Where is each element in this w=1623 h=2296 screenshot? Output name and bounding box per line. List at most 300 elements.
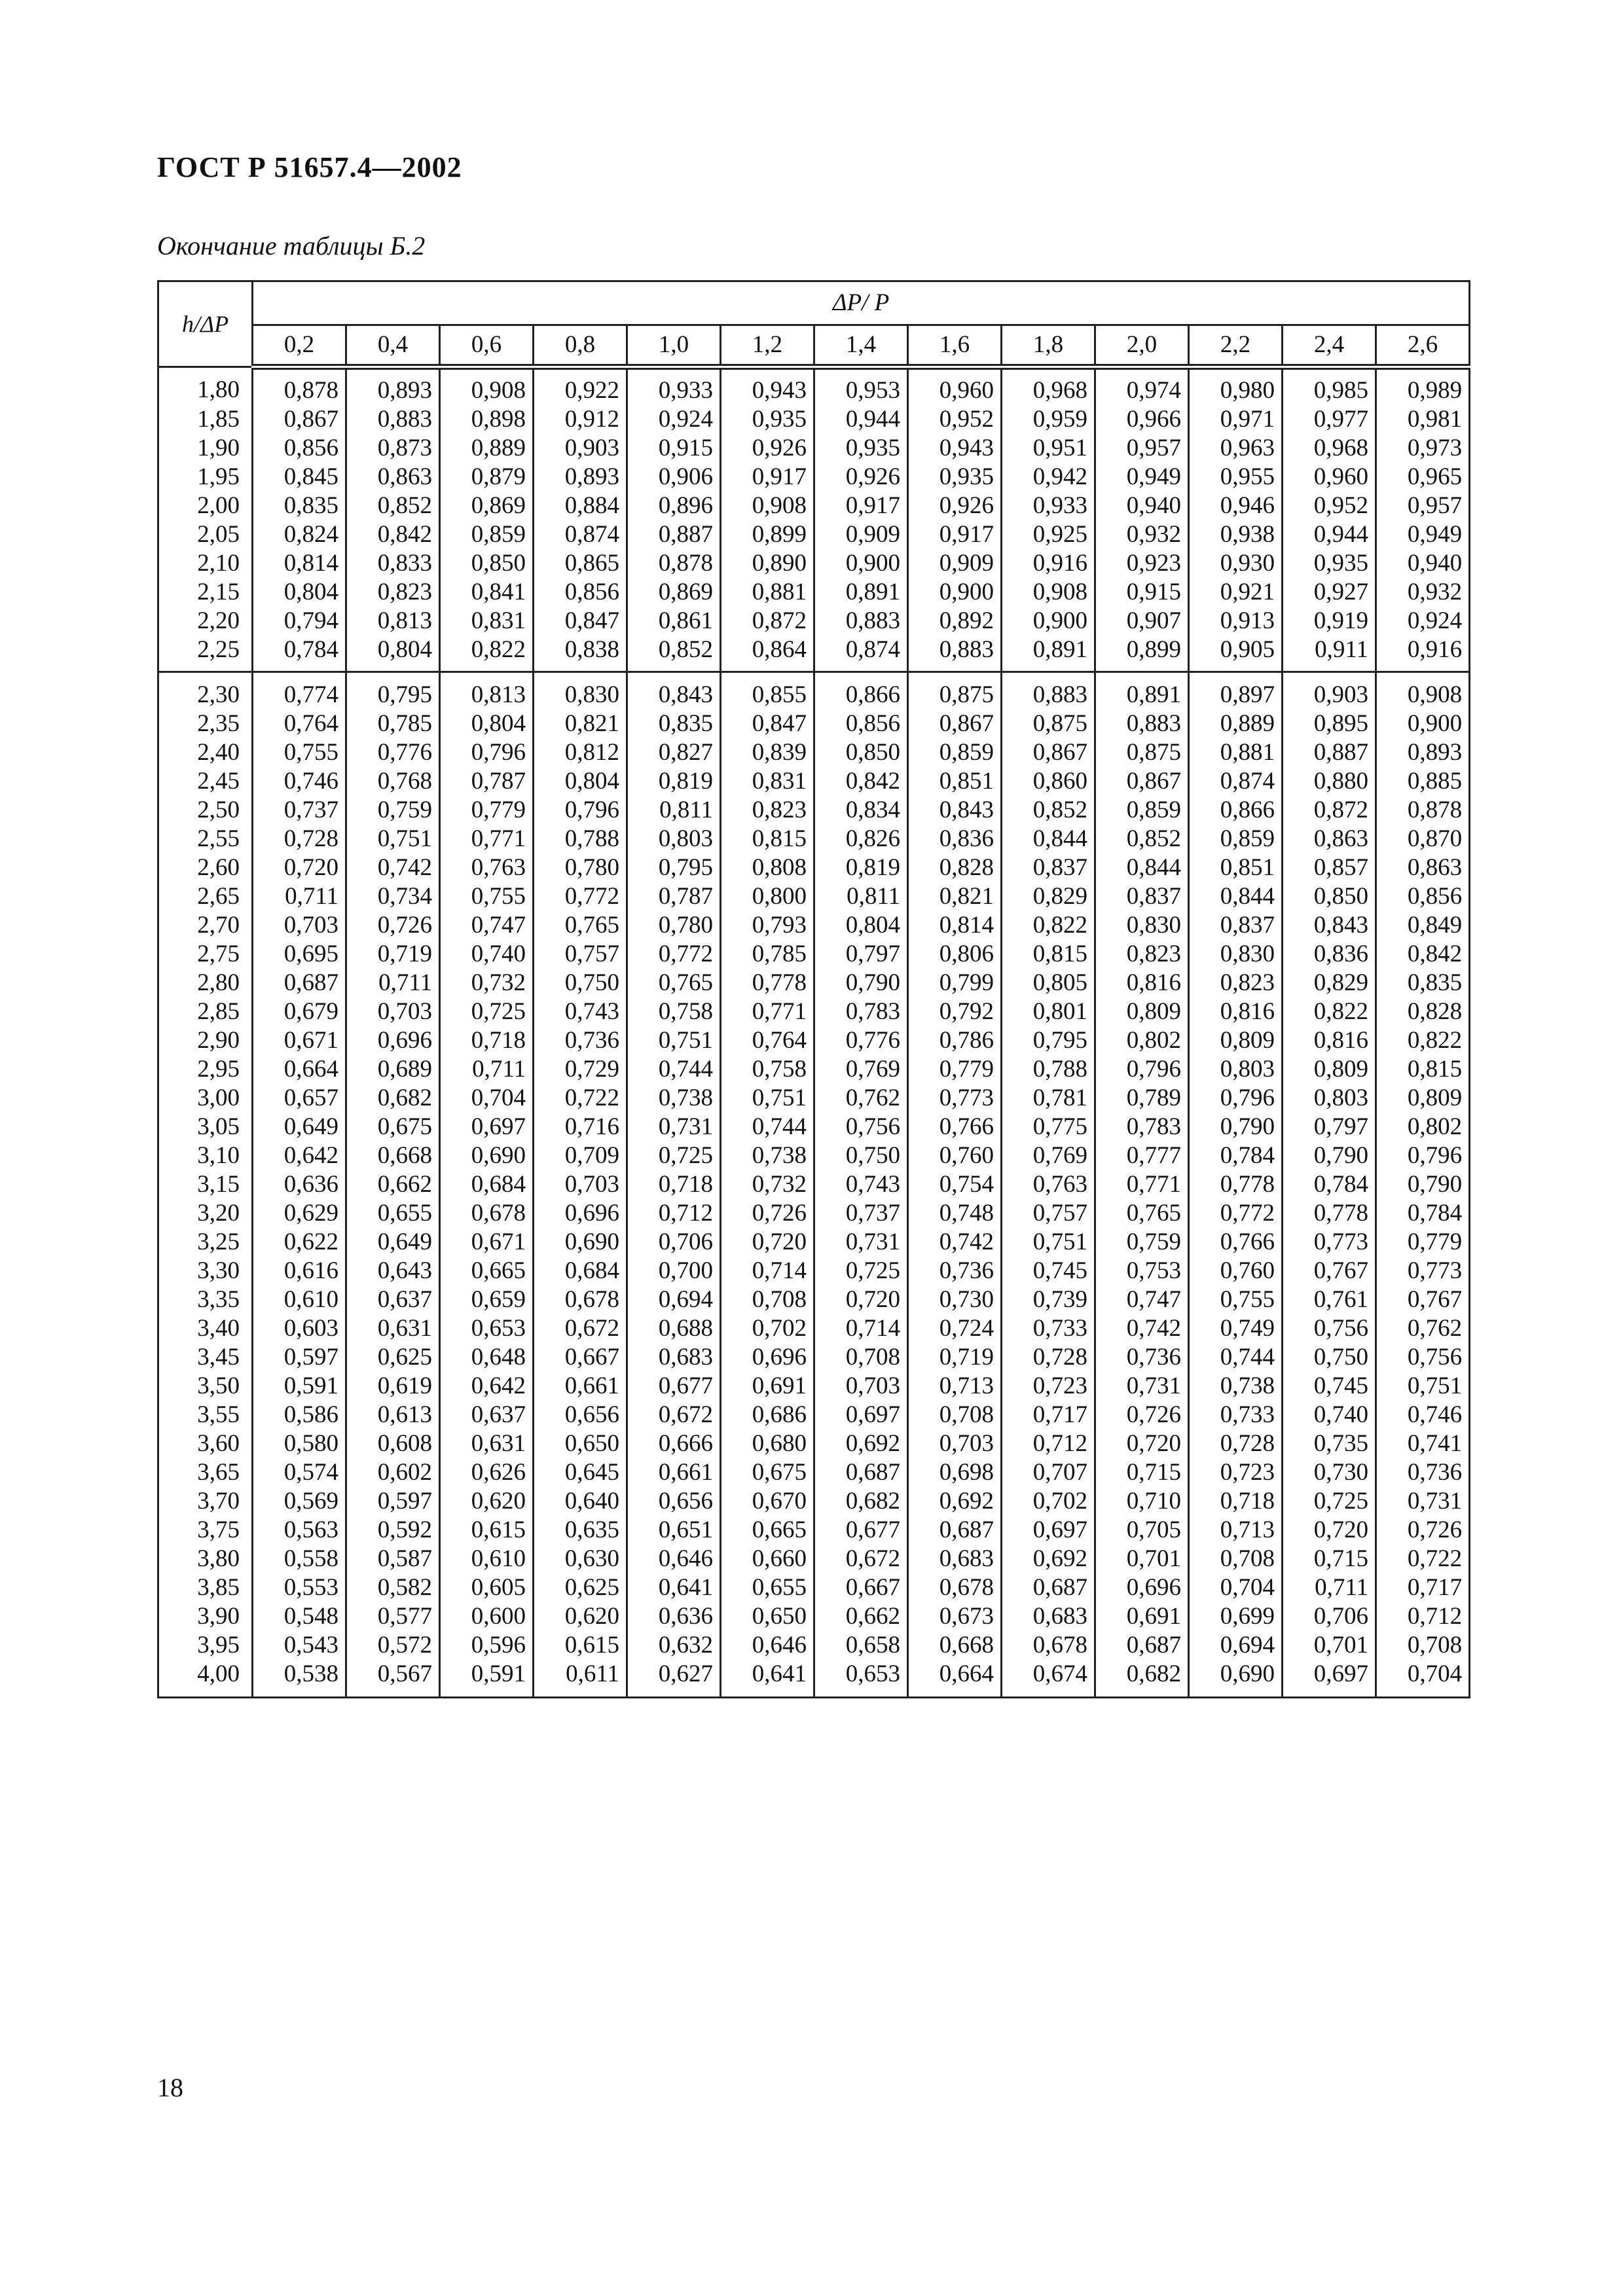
table-cell: 0,744 [1189, 1343, 1283, 1372]
table-cell: 0,802 [1095, 1026, 1189, 1055]
table-cell: 0,823 [1095, 940, 1189, 969]
table-cell: 0,828 [1376, 997, 1470, 1026]
table-row [158, 1199, 1470, 1228]
table-cell: 0,625 [346, 1343, 440, 1372]
table-cell: 0,802 [1376, 1113, 1470, 1141]
table-cell: 0,867 [1002, 738, 1095, 767]
table-row [158, 853, 1470, 882]
table-cell: 0,718 [627, 1170, 721, 1199]
table-cell: 0,813 [440, 672, 534, 710]
table-row [158, 1084, 1470, 1113]
table-cell: 0,793 [721, 911, 814, 940]
table-cell: 0,847 [721, 709, 814, 738]
table-cell: 0,774 [253, 672, 346, 710]
table-cell: 0,796 [1095, 1055, 1189, 1084]
table-cell: 0,646 [721, 1631, 814, 1660]
table-cell: 0,629 [253, 1199, 346, 1228]
table-cell: 0,704 [1376, 1660, 1470, 1698]
row-label-cell: 2,75 [158, 940, 253, 969]
table-cell: 0,687 [253, 969, 346, 997]
table-cell: 0,720 [1283, 1516, 1376, 1545]
table-cell: 0,822 [1002, 911, 1095, 940]
table-cell: 0,780 [627, 911, 721, 940]
table-cell: 0,755 [1189, 1285, 1283, 1314]
table-cell: 0,758 [627, 997, 721, 1026]
table-row [158, 1458, 1470, 1487]
table-cell: 0,762 [814, 1084, 908, 1113]
table-cell: 0,763 [440, 853, 534, 882]
table-cell: 0,608 [346, 1429, 440, 1458]
document-header: ГОСТ Р 51657.4—2002 [157, 151, 462, 183]
table-cell: 0,720 [814, 1285, 908, 1314]
table-cell: 0,684 [534, 1257, 627, 1285]
table-cell: 0,957 [1376, 492, 1470, 520]
table-cell: 0,867 [908, 709, 1002, 738]
table-cell: 0,736 [534, 1026, 627, 1055]
column-header: 2,0 [1095, 325, 1189, 367]
table-cell: 0,828 [908, 853, 1002, 882]
table-row [158, 1516, 1470, 1545]
table-cell: 0,803 [1189, 1055, 1283, 1084]
table-cell: 0,582 [346, 1573, 440, 1602]
table-cell: 0,712 [1002, 1429, 1095, 1458]
table-body-block-2 [158, 672, 1470, 1698]
table-cell: 0,908 [440, 367, 534, 406]
table-row [158, 492, 1470, 520]
table-head-row-group [158, 281, 1470, 325]
table-cell: 0,632 [627, 1631, 721, 1660]
row-label-cell: 2,10 [158, 549, 253, 578]
table-cell: 0,804 [814, 911, 908, 940]
table-cell: 0,835 [253, 492, 346, 520]
table-cell: 0,831 [721, 767, 814, 796]
row-label-cell: 2,05 [158, 520, 253, 549]
table-row [158, 1545, 1470, 1573]
table-cell: 0,611 [534, 1660, 627, 1698]
table-cell: 0,989 [1376, 367, 1470, 406]
table-cell: 0,915 [627, 434, 721, 463]
table-cell: 0,756 [1283, 1314, 1376, 1343]
table-cell: 0,742 [1095, 1314, 1189, 1343]
table-cell: 0,758 [721, 1055, 814, 1084]
table-cell: 0,845 [253, 463, 346, 492]
table-cell: 0,731 [1376, 1487, 1470, 1516]
table-cell: 0,913 [1189, 607, 1283, 636]
table-cell: 0,794 [253, 607, 346, 636]
table-cell: 0,690 [440, 1141, 534, 1170]
data-table-container [157, 280, 1469, 1698]
table-cell: 0,829 [1283, 969, 1376, 997]
table-cell: 0,864 [721, 636, 814, 672]
table-cell: 0,883 [814, 607, 908, 636]
table-cell: 0,891 [1095, 672, 1189, 710]
table-cell: 0,692 [814, 1429, 908, 1458]
table-cell: 0,872 [721, 607, 814, 636]
table-row [158, 463, 1470, 492]
table-cell: 0,677 [627, 1372, 721, 1401]
table-cell: 0,786 [908, 1026, 1002, 1055]
table-cell: 0,726 [346, 911, 440, 940]
table-cell: 0,745 [1283, 1372, 1376, 1401]
column-header: 1,8 [1002, 325, 1095, 367]
table-cell: 0,732 [721, 1170, 814, 1199]
table-cell: 0,691 [1095, 1602, 1189, 1631]
table-cell: 0,748 [908, 1199, 1002, 1228]
table-cell: 0,682 [814, 1487, 908, 1516]
table-cell: 0,702 [721, 1314, 814, 1343]
table-cell: 0,771 [440, 825, 534, 853]
table-row [158, 1429, 1470, 1458]
table-cell: 0,697 [440, 1113, 534, 1141]
table-cell: 0,866 [814, 672, 908, 710]
table-cell: 0,750 [534, 969, 627, 997]
table-cell: 0,734 [346, 882, 440, 911]
table-cell: 0,900 [908, 578, 1002, 607]
row-label-cell: 2,35 [158, 709, 253, 738]
table-cell: 0,640 [534, 1487, 627, 1516]
table-cell: 0,769 [814, 1055, 908, 1084]
row-label-cell: 3,00 [158, 1084, 253, 1113]
table-row [158, 405, 1470, 434]
table-cell: 0,940 [1376, 549, 1470, 578]
table-head-row-columns [158, 325, 1470, 367]
table-row [158, 549, 1470, 578]
table-cell: 0,625 [534, 1573, 627, 1602]
column-header: 1,4 [814, 325, 908, 367]
table-cell: 0,788 [534, 825, 627, 853]
table-cell: 0,795 [346, 672, 440, 710]
table-cell: 0,796 [1189, 1084, 1283, 1113]
table-cell: 0,883 [1002, 672, 1095, 710]
table-cell: 0,811 [814, 882, 908, 911]
table-cell: 0,900 [1002, 607, 1095, 636]
table-cell: 0,771 [1095, 1170, 1189, 1199]
table-cell: 0,538 [253, 1660, 346, 1698]
table-cell: 0,809 [1095, 997, 1189, 1026]
table-cell: 0,718 [440, 1026, 534, 1055]
table-cell: 0,803 [627, 825, 721, 853]
table-cell: 0,720 [253, 853, 346, 882]
table-cell: 0,641 [721, 1660, 814, 1698]
table-cell: 0,602 [346, 1458, 440, 1487]
table-cell: 0,916 [1002, 549, 1095, 578]
table-cell: 0,704 [440, 1084, 534, 1113]
table-cell: 0,591 [440, 1660, 534, 1698]
table-cell: 0,719 [346, 940, 440, 969]
table-cell: 0,932 [1095, 520, 1189, 549]
table-cell: 0,944 [1283, 520, 1376, 549]
row-label-cell: 2,90 [158, 1026, 253, 1055]
table-cell: 0,851 [1189, 853, 1283, 882]
table-cell: 0,708 [814, 1343, 908, 1372]
table-row [158, 1314, 1470, 1343]
table-row [158, 969, 1470, 997]
table-body-block-1 [158, 367, 1470, 672]
table-cell: 0,665 [440, 1257, 534, 1285]
table-cell: 0,725 [814, 1257, 908, 1285]
table-cell: 0,772 [534, 882, 627, 911]
table-cell: 0,630 [534, 1545, 627, 1573]
table-cell: 0,856 [534, 578, 627, 607]
table-cell: 0,834 [814, 796, 908, 825]
column-header: 0,6 [440, 325, 534, 367]
table-cell: 0,558 [253, 1545, 346, 1573]
table-cell: 0,675 [721, 1458, 814, 1487]
table-cell: 0,636 [627, 1602, 721, 1631]
table-cell: 0,600 [440, 1602, 534, 1631]
table-cell: 0,926 [814, 463, 908, 492]
table-cell: 0,678 [908, 1573, 1002, 1602]
table-cell: 0,859 [1095, 796, 1189, 825]
table-cell: 0,869 [627, 578, 721, 607]
table-cell: 0,872 [1283, 796, 1376, 825]
table-cell: 0,968 [1283, 434, 1376, 463]
table-cell: 0,809 [1376, 1084, 1470, 1113]
table-cell: 0,665 [721, 1516, 814, 1545]
row-label-cell: 2,70 [158, 911, 253, 940]
table-cell: 0,843 [627, 672, 721, 710]
table-cell: 0,935 [814, 434, 908, 463]
table-cell: 0,935 [1283, 549, 1376, 578]
table-cell: 0,766 [908, 1113, 1002, 1141]
column-header: 1,2 [721, 325, 814, 367]
table-cell: 0,717 [1376, 1573, 1470, 1602]
table-cell: 0,856 [1376, 882, 1470, 911]
table-cell: 0,891 [1002, 636, 1095, 672]
row-label-cell: 3,60 [158, 1429, 253, 1458]
table-cell: 0,695 [253, 940, 346, 969]
table-cell: 0,736 [908, 1257, 1002, 1285]
table-cell: 0,643 [346, 1257, 440, 1285]
row-label-cell: 1,80 [158, 367, 253, 406]
table-cell: 0,924 [627, 405, 721, 434]
table-cell: 0,826 [814, 825, 908, 853]
table-cell: 0,839 [721, 738, 814, 767]
table-row [158, 825, 1470, 853]
row-label-cell: 2,45 [158, 767, 253, 796]
table-cell: 0,667 [534, 1343, 627, 1372]
table-cell: 0,670 [721, 1487, 814, 1516]
table-cell: 0,653 [814, 1660, 908, 1698]
table-cell: 0,615 [534, 1631, 627, 1660]
table-cell: 0,613 [346, 1401, 440, 1429]
table-cell: 0,762 [1376, 1314, 1470, 1343]
table-cell: 0,867 [1095, 767, 1189, 796]
table-cell: 0,658 [814, 1631, 908, 1660]
table-cell: 0,785 [721, 940, 814, 969]
column-header: 1,6 [908, 325, 1002, 367]
table-cell: 0,963 [1189, 434, 1283, 463]
table-cell: 0,816 [1095, 969, 1189, 997]
table-cell: 0,764 [253, 709, 346, 738]
row-label-cell: 3,80 [158, 1545, 253, 1573]
table-cell: 0,784 [1376, 1199, 1470, 1228]
table-cell: 0,711 [1283, 1573, 1376, 1602]
table-cell: 0,620 [534, 1602, 627, 1631]
table-cell: 0,700 [627, 1257, 721, 1285]
row-label-cell: 2,85 [158, 997, 253, 1026]
table-cell: 0,642 [253, 1141, 346, 1170]
table-cell: 0,743 [814, 1170, 908, 1199]
table-cell: 0,878 [253, 367, 346, 406]
table-cell: 0,924 [1376, 607, 1470, 636]
table-cell: 0,763 [1002, 1170, 1095, 1199]
table-cell: 0,909 [814, 520, 908, 549]
table-cell: 0,823 [721, 796, 814, 825]
table-cell: 0,777 [1095, 1141, 1189, 1170]
table-cell: 0,898 [440, 405, 534, 434]
table-cell: 0,925 [1002, 520, 1095, 549]
table-cell: 0,900 [814, 549, 908, 578]
table-cell: 0,944 [814, 405, 908, 434]
table-cell: 0,849 [1376, 911, 1470, 940]
table-cell: 0,713 [1189, 1516, 1283, 1545]
table-cell: 0,883 [346, 405, 440, 434]
table-cell: 0,895 [1283, 709, 1376, 738]
column-header: 2,6 [1376, 325, 1470, 367]
table-cell: 0,773 [1283, 1228, 1376, 1257]
table-cell: 0,706 [1283, 1602, 1376, 1631]
table-cell: 0,867 [253, 405, 346, 434]
table-cell: 0,657 [253, 1084, 346, 1113]
table-cell: 0,567 [346, 1660, 440, 1698]
table-cell: 0,796 [1376, 1141, 1470, 1170]
table-cell: 0,823 [1189, 969, 1283, 997]
table-cell: 0,778 [721, 969, 814, 997]
table-cell: 0,772 [1189, 1199, 1283, 1228]
row-label-cell: 3,10 [158, 1141, 253, 1170]
table-cell: 0,875 [1002, 709, 1095, 738]
table-cell: 0,789 [1095, 1084, 1189, 1113]
table-cell: 0,889 [1189, 709, 1283, 738]
table-cell: 0,873 [346, 434, 440, 463]
table-cell: 0,784 [1283, 1170, 1376, 1199]
table-cell: 0,935 [908, 463, 1002, 492]
table-cell: 0,852 [346, 492, 440, 520]
table-cell: 0,688 [627, 1314, 721, 1343]
table-cell: 0,815 [1376, 1055, 1470, 1084]
table-cell: 0,683 [627, 1343, 721, 1372]
table-cell: 0,724 [908, 1314, 1002, 1343]
table-cell: 0,742 [908, 1228, 1002, 1257]
table-cell: 0,921 [1189, 578, 1283, 607]
table-cell: 0,881 [721, 578, 814, 607]
table-cell: 0,587 [346, 1545, 440, 1573]
table-cell: 0,779 [908, 1055, 1002, 1084]
table-cell: 0,694 [627, 1285, 721, 1314]
table-cell: 0,764 [721, 1026, 814, 1055]
table-cell: 0,683 [908, 1545, 1002, 1573]
table-cell: 0,878 [627, 549, 721, 578]
table-cell: 0,718 [1189, 1487, 1283, 1516]
table-cell: 0,747 [1095, 1285, 1189, 1314]
table-cell: 0,927 [1283, 578, 1376, 607]
table-cell: 0,933 [1002, 492, 1095, 520]
table-cell: 0,635 [534, 1516, 627, 1545]
table-cell: 0,563 [253, 1516, 346, 1545]
table-cell: 0,725 [627, 1141, 721, 1170]
table-cell: 0,980 [1189, 367, 1283, 406]
table-cell: 0,677 [814, 1516, 908, 1545]
table-cell: 0,712 [1376, 1602, 1470, 1631]
table-cell: 0,679 [253, 997, 346, 1026]
table-cell: 0,637 [440, 1401, 534, 1429]
table-cell: 0,863 [346, 463, 440, 492]
table-cell: 0,722 [534, 1084, 627, 1113]
table-cell: 0,697 [814, 1401, 908, 1429]
table-cell: 0,702 [1002, 1487, 1095, 1516]
table-cell: 0,597 [253, 1343, 346, 1372]
table-cell: 0,804 [534, 767, 627, 796]
table-cell: 0,803 [1283, 1084, 1376, 1113]
table-cell: 0,769 [1002, 1141, 1095, 1170]
table-cell: 0,879 [440, 463, 534, 492]
table-cell: 0,949 [1376, 520, 1470, 549]
table-cell: 0,574 [253, 1458, 346, 1487]
table-cell: 0,713 [908, 1372, 1002, 1401]
table-caption: Окончание таблицы Б.2 [157, 231, 426, 260]
table-cell: 0,781 [1002, 1084, 1095, 1113]
table-cell: 0,726 [721, 1199, 814, 1228]
table-cell: 0,690 [1189, 1660, 1283, 1698]
table-cell: 0,610 [440, 1545, 534, 1573]
column-header: 1,0 [627, 325, 721, 367]
table-row [158, 1573, 1470, 1602]
table-cell: 0,884 [534, 492, 627, 520]
table-cell: 0,809 [1283, 1055, 1376, 1084]
table-cell: 0,899 [721, 520, 814, 549]
table-row [158, 709, 1470, 738]
table-cell: 0,830 [1189, 940, 1283, 969]
table-cell: 0,698 [908, 1458, 1002, 1487]
table-cell: 0,743 [534, 997, 627, 1026]
table-cell: 0,865 [534, 549, 627, 578]
table-cell: 0,731 [814, 1228, 908, 1257]
table-cell: 0,591 [253, 1372, 346, 1401]
table-cell: 0,682 [1095, 1660, 1189, 1698]
table-cell: 0,851 [908, 767, 1002, 796]
table-cell: 0,726 [1095, 1401, 1189, 1429]
table-head [158, 281, 1470, 367]
table-cell: 0,804 [346, 636, 440, 672]
row-label-cell: 2,50 [158, 796, 253, 825]
table-cell: 0,687 [814, 1458, 908, 1487]
table-cell: 0,952 [908, 405, 1002, 434]
table-cell: 0,856 [253, 434, 346, 463]
table-cell: 0,690 [534, 1228, 627, 1257]
table-cell: 0,912 [534, 405, 627, 434]
table-cell: 0,664 [908, 1660, 1002, 1698]
table-cell: 0,692 [908, 1487, 1002, 1516]
table-cell: 0,716 [534, 1113, 627, 1141]
table-cell: 0,796 [534, 796, 627, 825]
table-cell: 0,935 [721, 405, 814, 434]
table-cell: 0,788 [1002, 1055, 1095, 1084]
table-cell: 0,605 [440, 1573, 534, 1602]
table-row [158, 796, 1470, 825]
table-row [158, 434, 1470, 463]
table-cell: 0,620 [440, 1487, 534, 1516]
table-cell: 0,878 [1376, 796, 1470, 825]
table-cell: 0,687 [1095, 1631, 1189, 1660]
table-cell: 0,942 [1002, 463, 1095, 492]
table-cell: 0,703 [346, 997, 440, 1026]
table-cell: 0,951 [1002, 434, 1095, 463]
table-cell: 0,615 [440, 1516, 534, 1545]
table-cell: 0,790 [1376, 1170, 1470, 1199]
row-label-cell: 3,35 [158, 1285, 253, 1314]
table-cell: 0,960 [1283, 463, 1376, 492]
